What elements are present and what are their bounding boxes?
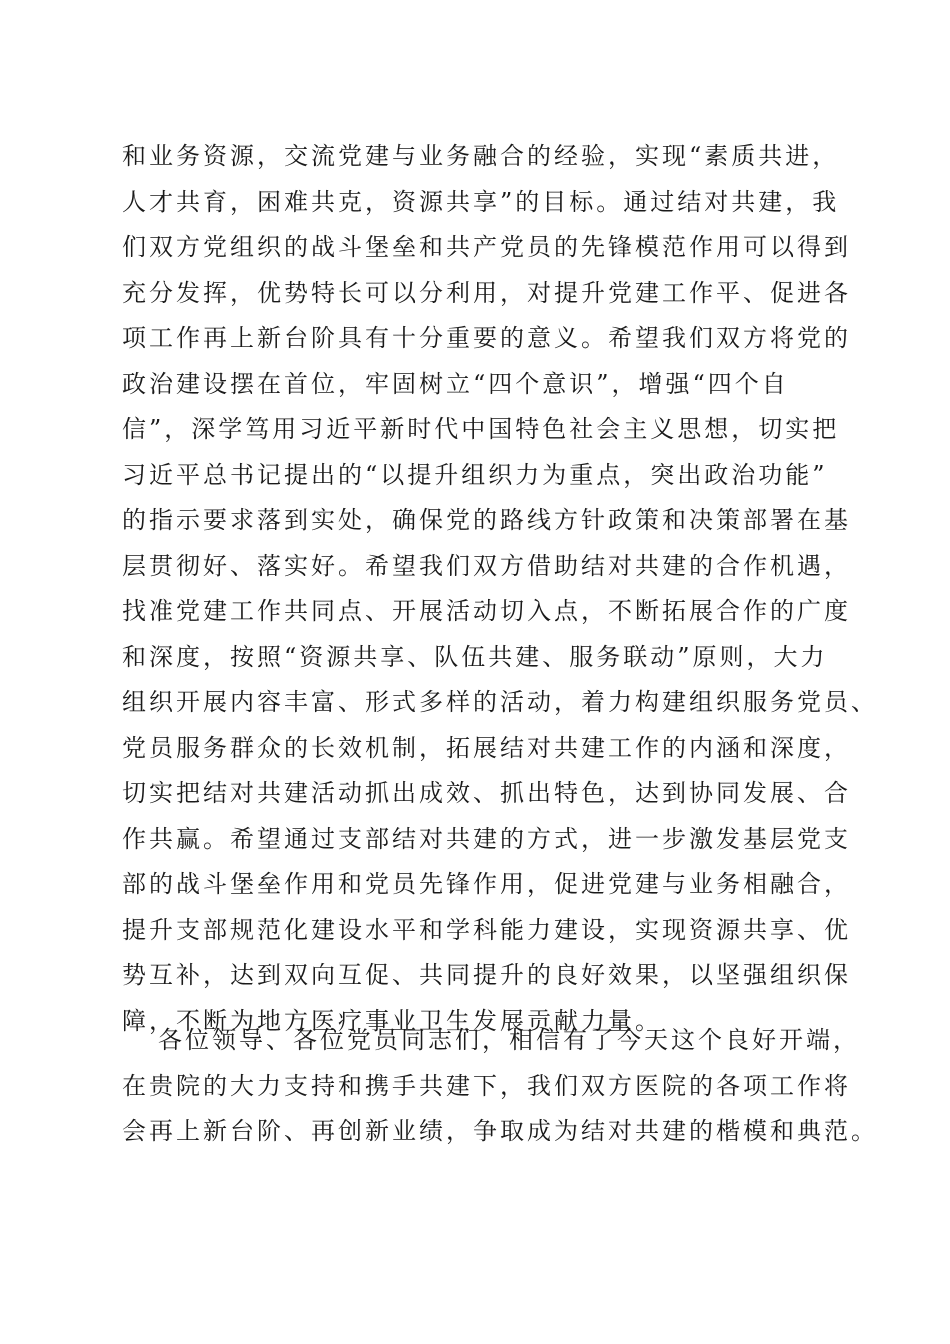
text-line: 人才共育，困难共克，资源共享”的目标。通过结对共建，我 [122, 187, 840, 216]
text-line: 充分发挥，优势特长可以分利用，对提升党建工作平、促进各 [122, 278, 851, 307]
text-line: 会再上新台阶、再创新业绩，争取成为结对共建的楷模和典范。 [122, 1117, 878, 1145]
text-line: 势互补，达到双向互促、共同提升的良好效果，以坚强组织保 [122, 961, 851, 989]
text-line: 各位领导、各位党员同志们，相信有了今天这个良好开端， [158, 1026, 860, 1054]
text-line: 层贯彻好、落实好。希望我们双方借助结对共建的合作机遇， [122, 551, 851, 580]
text-line: 党员服务群众的长效机制，拓展结对共建工作的内涵和深度， [122, 733, 851, 762]
text-line: 作共赢。希望通过支部结对共建的方式，进一步激发基层党支 [122, 824, 851, 853]
text-line: 信”，深学笃用习近平新时代中国特色社会主义思想，切实把 [122, 415, 840, 443]
text-line: 组织开展内容丰富、形式多样的活动，着力构建组织服务党员、 [122, 688, 878, 716]
text-line: 和深度，按照“资源共享、队伍共建、服务联动”原则，大力 [122, 642, 828, 671]
text-line: 障，不断为地方医疗事业卫生发展贡献力量。 [122, 1006, 662, 1035]
text-line: 们双方党组织的战斗堡垒和共产党员的先锋模范作用可以得到 [122, 233, 851, 261]
text-line: 习近平总书记提出的“以提升组织力为重点，突出政治功能” [122, 460, 828, 489]
text-line: 在贵院的大力支持和携手共建下，我们双方医院的各项工作将 [122, 1071, 851, 1100]
text-line: 项工作再上新台阶具有十分重要的意义。希望我们双方将党的 [122, 324, 851, 352]
text-line: 部的战斗堡垒作用和党员先锋作用，促进党建与业务相融合， [122, 870, 851, 898]
text-line: 和业务资源，交流党建与业务融合的经验，实现“素质共进， [122, 142, 840, 170]
text-line: 找准党建工作共同点、开展活动切入点，不断拓展合作的广度 [122, 597, 851, 625]
text-line: 提升支部规范化建设水平和学科能力建设，实现资源共享、优 [122, 915, 851, 944]
text-line: 政治建设摆在首位，牢固树立“四个意识”，增强“四个自 [122, 369, 789, 398]
paragraph-2 [122, 1018, 878, 1155]
text-line: 切实把结对共建活动抓出成效、抓出特色，达到协同发展、合 [122, 779, 851, 807]
paragraph-1 [122, 134, 878, 1044]
text-line: 的指示要求落到实处，确保党的路线方针政策和决策部署在基 [122, 506, 851, 534]
